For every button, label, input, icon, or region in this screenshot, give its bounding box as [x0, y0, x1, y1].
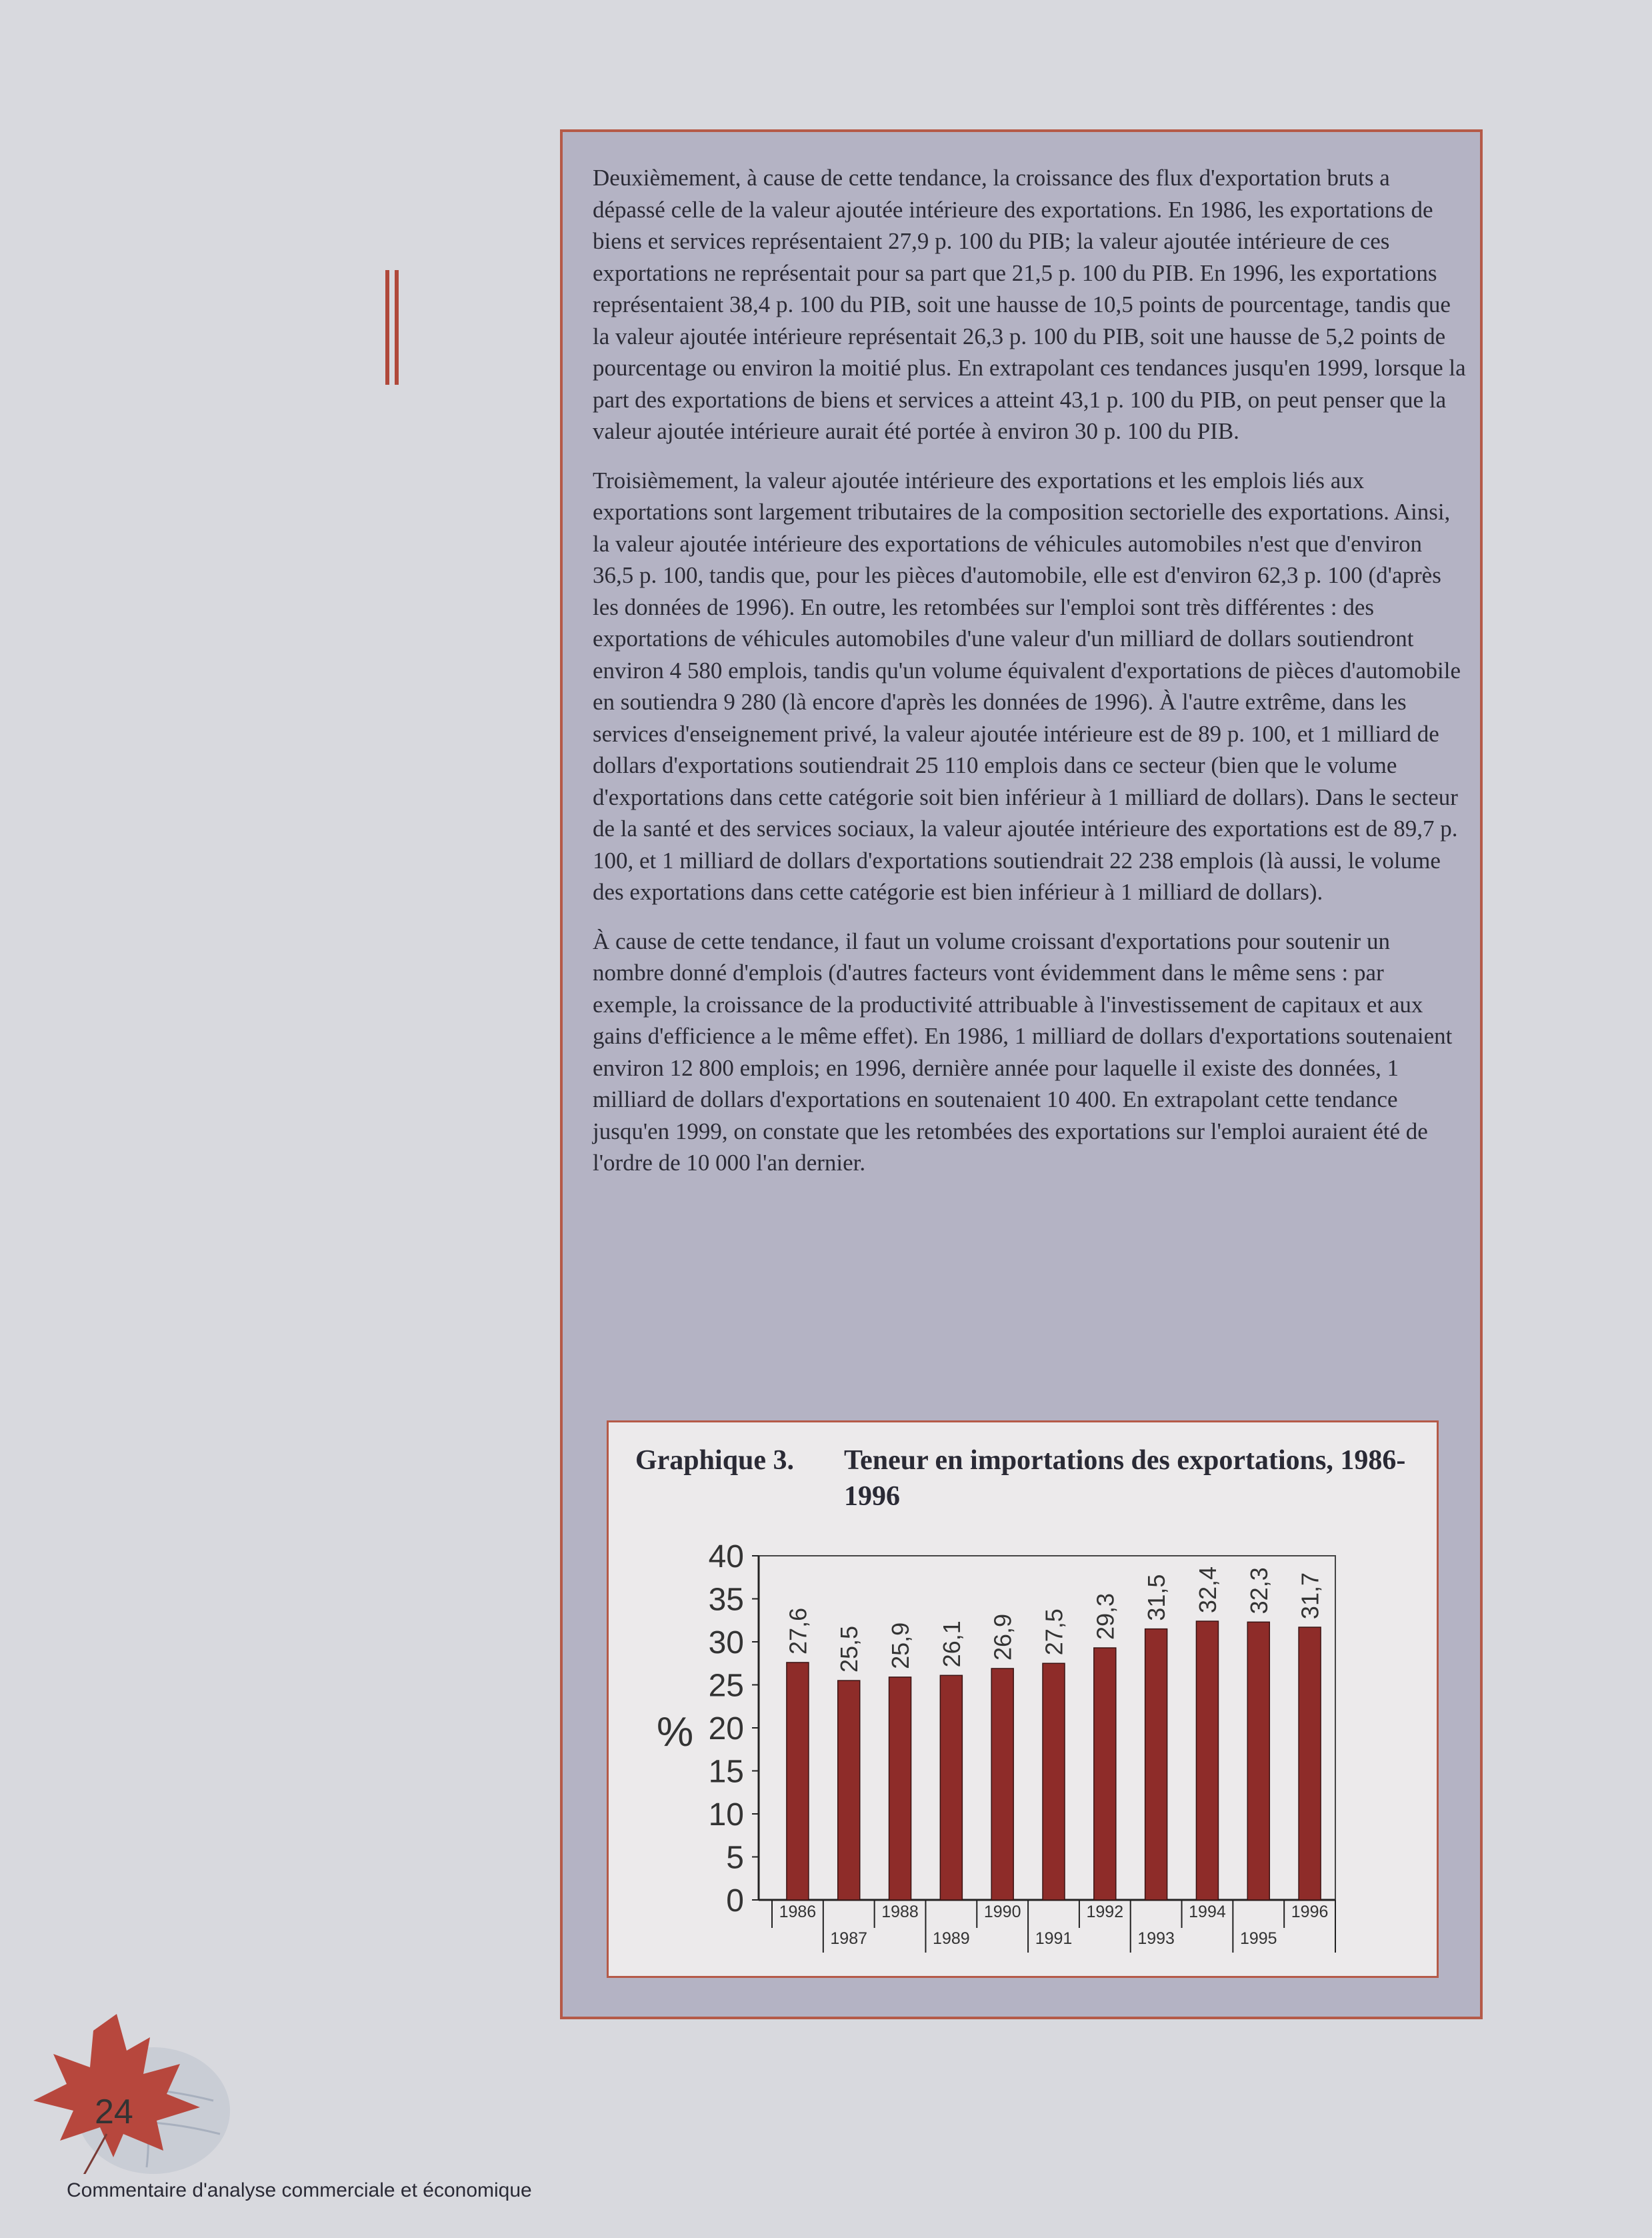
y-tick-label: 35 — [708, 1582, 744, 1618]
bar-value-label: 32,4 — [1193, 1566, 1221, 1614]
bar-value-label: 32,3 — [1245, 1567, 1273, 1614]
bar — [1247, 1622, 1269, 1900]
paragraph: À cause de cette tendance, il faut un volume croissant d'exportations pour soutenir un nombre donné d'emplois (d'autres facteurs vont évidemment dans le même sens : par exemple, la croissance de la productivité attribuable à l'investissement de capitaux et aux gains d'efficience a le même effet). En 1986, 1 milliard de dollars d'exportations soutenaient environ 12 800 emplois; en 1996, dernière année pour laquelle il existe des données, 1 milliard de dollars d'exportations en soutenaient 10 400. En extrapolant cette tendance jusqu'en 1999, on constate que les retombées des exportations sur l'emploi auraient été de l'ordre de 10 000 l'an dernier. — [593, 928, 1453, 1176]
page-number: 24 — [95, 2093, 133, 2131]
paragraph: Troisièmement, la valeur ajoutée intérieure des exportations et les emplois liés aux exportations sont largement tributaires de la composition sectorielle des exportations. Ainsi, la valeur ajoutée intérieure des exportations de véhicules automobiles n'est que d'environ 36,5 p. 100, tandis que, pour les pièces d'automobile, elle est d'environ 62,3 p. 100 (d'après les données de 1996). En outre, les retombées sur l'emploi sont très différentes : des exportations de véhicules automobiles d'une valeur d'un milliard de dollars soutiendront environ 4 580 emplois, tandis qu'un volume équivalent d'exportations de pièces d'automobile en soutiendra 9 280 (là encore d'après les données de 1996). À l'autre extrême, dans les services d'enseignement privé, la valeur ajoutée intérieure est de 89 p. 100, et 1 milliard de dollars d'exportations soutiendrait 25 110 emplois dans ce secteur (bien que le volume d'exportations dans cette catégorie soit bien inférieur à 1 milliard de dollars). Dans le secteur de la santé et des services sociaux, la valeur ajoutée intérieure des exportations est de 89,7 p. 100, et 1 milliard de dollars d'exportations soutiendrait 22 238 emplois (là aussi, le volume des exportations dans cette catégorie est bien inférieur à 1 milliard de dollars). — [593, 467, 1461, 905]
y-tick-label: 40 — [708, 1539, 744, 1574]
publication-title: Commentaire d'analyse commerciale et économique — [67, 2179, 532, 2201]
x-tick-label: 1995 — [1239, 1929, 1277, 1948]
bar-value-label: 25,5 — [835, 1625, 863, 1673]
bar — [889, 1677, 911, 1900]
chart-title-text: Teneur en importations des exportations, 1986-1996 — [844, 1445, 1406, 1512]
y-tick-label: 15 — [708, 1754, 744, 1790]
x-tick-label: 1989 — [933, 1929, 970, 1948]
y-tick-label: 30 — [708, 1625, 744, 1660]
x-tick-label: 1987 — [830, 1929, 868, 1948]
bar-value-label: 26,1 — [937, 1620, 965, 1668]
y-tick-label: 25 — [708, 1668, 744, 1704]
x-tick-label: 1993 — [1137, 1929, 1175, 1948]
bar — [1196, 1621, 1218, 1900]
y-axis-label: % — [657, 1709, 694, 1755]
bar-value-label: 26,9 — [989, 1613, 1017, 1660]
y-tick-label: 0 — [726, 1883, 744, 1919]
y-tick-label: 10 — [708, 1797, 744, 1833]
bar — [1145, 1629, 1167, 1900]
bar — [1043, 1663, 1065, 1900]
bar — [1094, 1648, 1116, 1900]
x-tick-label: 1991 — [1035, 1929, 1073, 1948]
body-text — [593, 162, 1466, 1196]
bar — [991, 1668, 1013, 1900]
bar-value-label: 27,5 — [1040, 1608, 1068, 1656]
chart-box — [607, 1420, 1439, 1978]
x-tick-label: 1992 — [1086, 1903, 1124, 1921]
chart-number-label: Graphique 3. — [635, 1445, 795, 1476]
x-tick-label: 1988 — [881, 1903, 919, 1921]
y-tick-label: 5 — [726, 1840, 744, 1876]
decorative-double-bar — [385, 270, 401, 385]
content-panel — [560, 129, 1483, 2019]
x-tick-label: 1990 — [983, 1903, 1021, 1921]
bar-value-label: 29,3 — [1091, 1592, 1119, 1640]
y-tick-label: 20 — [708, 1711, 744, 1747]
paragraph: Deuxièmement, à cause de cette tendance, la croissance des flux d'exportation bruts a dépassé celle de la valeur ajoutée intérieure des exportations. En 1986, les exportations de biens et services représentaient 27,9 p. 100 du PIB; la valeur ajoutée intérieure de ces exportations ne représentait pour sa part que 21,5 p. 100 du PIB. En 1996, les exportations représentaient 38,4 p. 100 du PIB, soit une hausse de 10,5 points de pourcentage, tandis que la valeur ajoutée intérieure représentait 26,3 p. 100 du PIB, soit une hausse de 5,2 points de pourcentage ou environ la moitié plus. En extrapolant ces tendances jusqu'en 1999, lorsque la part des exportations de biens et services a atteint 43,1 p. 100 du PIB, on peut penser que la valeur ajoutée intérieure aurait été portée à environ 30 p. 100 du PIB. — [593, 165, 1466, 444]
bar-value-label: 31,7 — [1296, 1572, 1324, 1620]
bar — [1299, 1627, 1321, 1900]
bar — [787, 1662, 809, 1900]
x-tick-label: 1994 — [1189, 1903, 1226, 1921]
x-tick-label: 1996 — [1291, 1903, 1329, 1921]
bar — [940, 1675, 962, 1900]
maple-leaf-globe-logo — [0, 2001, 280, 2174]
bar-value-label: 31,5 — [1143, 1574, 1171, 1621]
bar — [838, 1681, 860, 1900]
x-tick-label: 1986 — [779, 1903, 817, 1921]
page-footer — [0, 2001, 600, 2238]
bar-value-label: 25,9 — [887, 1622, 915, 1669]
bar-value-label: 27,6 — [784, 1607, 812, 1654]
